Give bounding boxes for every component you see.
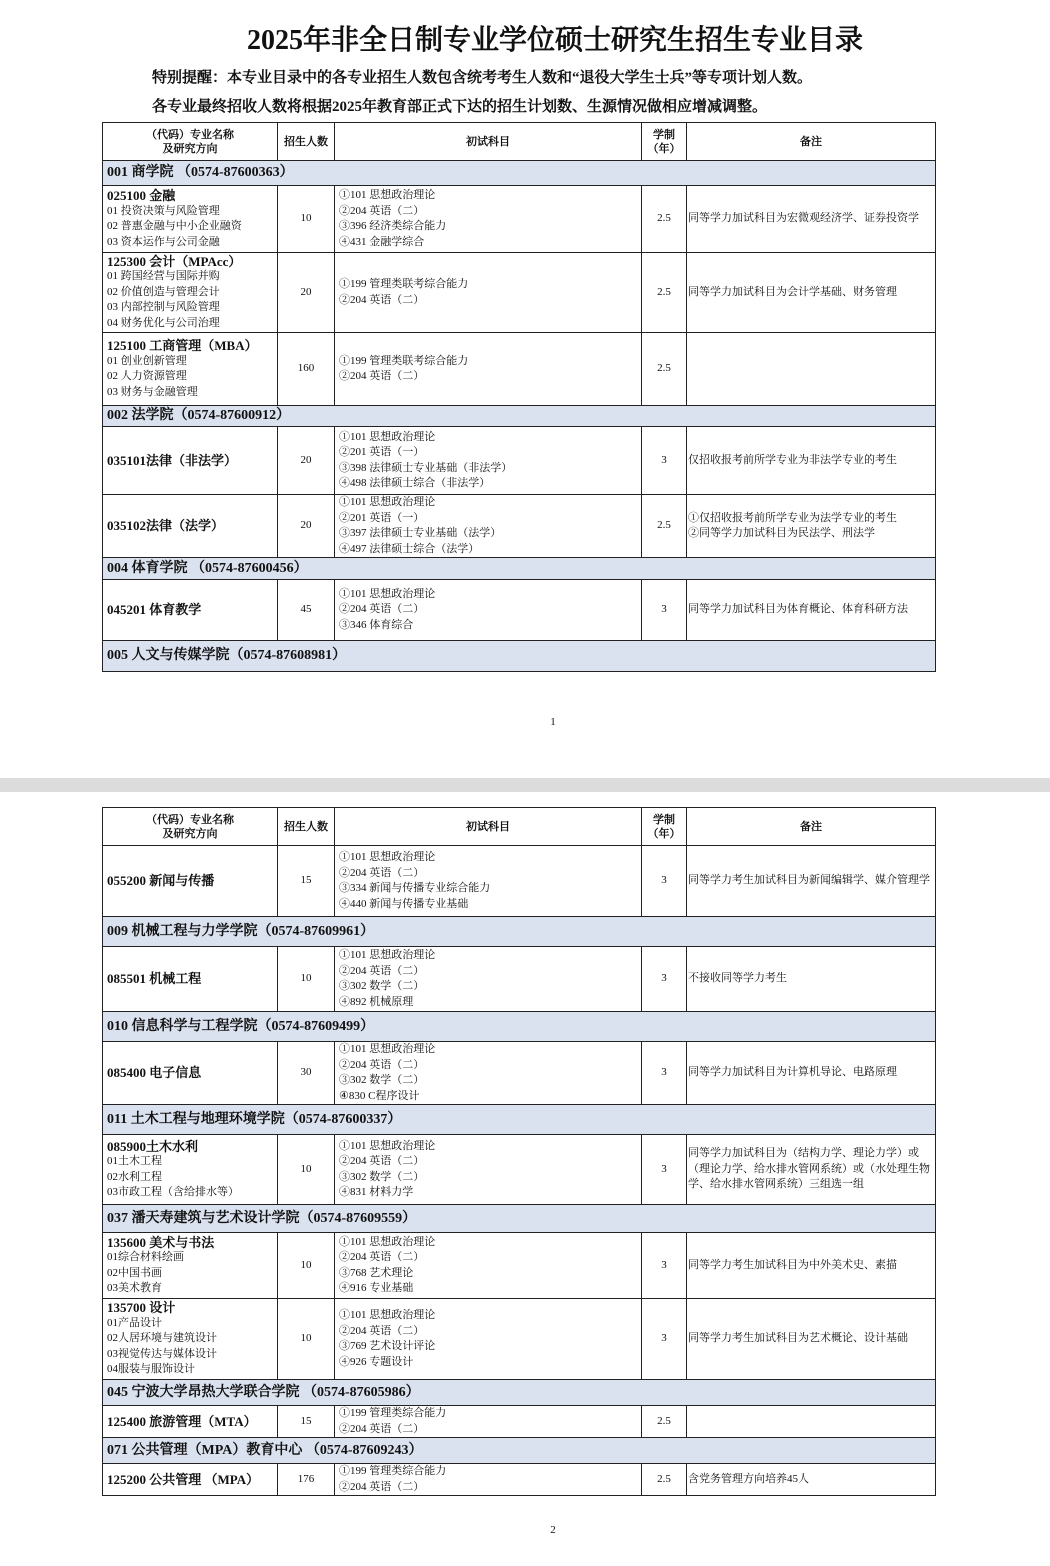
college-name: 037 潘天寿建筑与艺术设计学院（0574-87609559） <box>103 1205 936 1233</box>
page-number: 1 <box>550 716 556 728</box>
exam-subject: ④440 新闻与传播专业基础 <box>339 897 469 910</box>
college-section-row <box>103 917 936 947</box>
exam-subject: ①101 思想政治理论 <box>339 587 436 600</box>
research-direction: 01 跨国经营与国际并购 <box>107 270 220 283</box>
college-name: 071 公共管理（MPA）教育中心 （0574-87609243） <box>103 1438 936 1464</box>
exam-subjects <box>335 1464 642 1496</box>
major-cell <box>103 1233 278 1299</box>
table-header-row <box>103 808 936 846</box>
exam-subject: ①101 思想政治理论 <box>339 1139 436 1152</box>
exam-subjects <box>335 1135 642 1205</box>
major-code-name: 125300 会计（MPAcc） <box>107 253 242 269</box>
major-row <box>103 1464 936 1496</box>
exam-subject: ③346 体育综合 <box>339 618 414 631</box>
exam-subject: ①101 思想政治理论 <box>339 189 436 201</box>
research-direction: 02 人力资源管理 <box>107 370 187 382</box>
major-code-name: 045201 体育教学 <box>107 602 202 618</box>
enrollment-count: 30 <box>278 1042 335 1105</box>
research-direction: 03美术教育 <box>107 1282 162 1294</box>
study-years: 3 <box>642 846 687 917</box>
exam-subject: ②204 英语（二） <box>339 1422 425 1435</box>
major-row <box>103 253 936 333</box>
college-section-row <box>103 1438 936 1464</box>
college-name: 001 商学院 （0574-87600363） <box>103 161 936 186</box>
major-row <box>103 1299 936 1380</box>
college-name: 005 人文与传媒学院（0574-87608981） <box>103 641 936 672</box>
major-cell <box>103 427 278 495</box>
enrollment-count: 176 <box>278 1464 335 1496</box>
exam-subject: ②204 英语（二） <box>339 964 425 977</box>
college-section-row <box>103 558 936 580</box>
college-section-row <box>103 1105 936 1135</box>
major-code-name: 085900土木水利 <box>107 1138 199 1154</box>
major-code-name: 125100 工商管理（MBA） <box>107 338 258 353</box>
major-cell <box>103 333 278 406</box>
enrollment-count: 10 <box>278 1233 335 1299</box>
major-cell <box>103 253 278 333</box>
exam-subject: ③768 艺术理论 <box>339 1266 414 1279</box>
document-title: 2025年非全日制专业学位硕士研究生招生专业目录 <box>246 25 863 56</box>
notes: ①仅招收报考前所学专业为法学专业的考生 ②同等学力加试科目为民法学、刑法学 <box>687 495 936 558</box>
college-section-row <box>103 1380 936 1406</box>
exam-subjects <box>335 1299 642 1380</box>
exam-subject: ①101 思想政治理论 <box>339 1043 436 1055</box>
research-direction: 04 财务优化与公司治理 <box>107 316 220 329</box>
exam-subject: ③397 法律硕士专业基础（法学） <box>339 527 502 539</box>
research-direction: 01土木工程 <box>107 1155 162 1167</box>
notes: 同等学力考生加试科目为艺术概论、设计基础 <box>687 1299 936 1380</box>
catalog-table-page-2 <box>102 807 936 1496</box>
notes: 同等学力考生加试科目为新闻编辑学、媒介管理学 <box>687 846 936 917</box>
study-years: 3 <box>642 1042 687 1105</box>
major-cell <box>103 1042 278 1105</box>
major-cell <box>103 580 278 641</box>
major-cell <box>103 495 278 558</box>
notes <box>687 333 936 406</box>
research-direction: 03 财务与金融管理 <box>107 385 198 398</box>
major-row <box>103 1042 936 1105</box>
exam-subject: ①199 管理类综合能力 <box>339 1407 447 1419</box>
study-years: 2.5 <box>642 253 687 333</box>
college-section-row <box>103 1205 936 1233</box>
exam-subject: ②204 英语（二） <box>339 293 425 306</box>
notes: 同等学力加试科目为宏微观经济学、证券投资学 <box>687 186 936 253</box>
header-count: 招生人数 <box>278 808 335 846</box>
major-cell <box>103 1464 278 1496</box>
exam-subject: ③302 数学（二） <box>339 980 425 992</box>
enrollment-count: 10 <box>278 1135 335 1205</box>
major-code-name: 135700 设计 <box>107 1300 176 1316</box>
exam-subject: ①101 思想政治理论 <box>339 949 436 961</box>
notes: 仅招收报考前所学专业为非法学专业的考生 <box>687 427 936 495</box>
enrollment-count: 10 <box>278 186 335 253</box>
major-cell <box>103 846 278 917</box>
exam-subject: ①199 管理类联考综合能力 <box>339 354 469 367</box>
notice-line-1: 特别提醒：本专业目录中的各专业招生人数包含统考考生人数和“退役大学生士兵”等专项计划人数。 <box>152 70 813 86</box>
study-years: 3 <box>642 947 687 1012</box>
college-name: 010 信息科学与工程学院（0574-87609499） <box>103 1012 936 1042</box>
major-row <box>103 186 936 253</box>
notes: 不接收同等学力考生 <box>687 947 936 1012</box>
exam-subject: ③302 数学（二） <box>339 1170 425 1183</box>
exam-subject: ②201 英语（一） <box>339 446 425 458</box>
college-name: 002 法学院（0574-87600912） <box>103 406 936 427</box>
research-direction: 02中国书画 <box>107 1266 162 1279</box>
research-direction: 02 价值创造与管理会计 <box>107 285 220 298</box>
notes <box>687 1406 936 1438</box>
major-code-name: 085501 机械工程 <box>107 971 202 987</box>
major-cell <box>103 186 278 253</box>
major-code-name: 085400 电子信息 <box>107 1065 202 1081</box>
exam-subject: ④892 机械原理 <box>339 995 414 1008</box>
exam-subject: ④431 金融学综合 <box>339 235 425 248</box>
exam-subject: ③302 数学（二） <box>339 1074 425 1086</box>
header-notes: 备注 <box>687 123 936 161</box>
research-direction: 03市政工程（含给排水等） <box>107 1186 239 1198</box>
exam-subject: ①101 思想政治理论 <box>339 496 436 508</box>
college-section-row <box>103 161 936 186</box>
exam-subject: ②204 英语（二） <box>339 1324 425 1337</box>
exam-subjects <box>335 1042 642 1105</box>
exam-subject: ④830 C程序设计 <box>339 1089 420 1102</box>
college-name: 009 机械工程与力学学院（0574-87609961） <box>103 917 936 947</box>
enrollment-count: 45 <box>278 580 335 641</box>
exam-subjects <box>335 427 642 495</box>
exam-subject: ③769 艺术设计评论 <box>339 1340 436 1352</box>
header-years: 学制 （年） <box>642 808 687 846</box>
college-name: 004 体育学院 （0574-87600456） <box>103 558 936 580</box>
exam-subject: ③398 法律硕士专业基础（非法学） <box>339 461 513 474</box>
page-2 <box>0 792 1050 1566</box>
study-years: 3 <box>642 1135 687 1205</box>
header-subjects: 初试科目 <box>335 808 642 846</box>
exam-subject: ②204 英语（二） <box>339 1480 425 1493</box>
exam-subject: ①199 管理类综合能力 <box>339 1465 447 1477</box>
enrollment-count: 20 <box>278 253 335 333</box>
exam-subject: ③334 新闻与传播专业综合能力 <box>339 882 491 894</box>
major-row <box>103 1233 936 1299</box>
research-direction: 02水利工程 <box>107 1170 162 1183</box>
exam-subject: ②204 英语（二） <box>339 1251 425 1263</box>
header-notes: 备注 <box>687 808 936 846</box>
header-years: 学制 （年） <box>642 123 687 161</box>
exam-subject: ①199 管理类联考综合能力 <box>339 278 469 290</box>
header-name: （代码）专业名称 及研究方向 <box>103 808 278 846</box>
enrollment-count: 20 <box>278 427 335 495</box>
exam-subjects <box>335 253 642 333</box>
exam-subject: ②201 英语（一） <box>339 511 425 524</box>
page-number: 2 <box>550 1524 556 1536</box>
enrollment-count: 10 <box>278 947 335 1012</box>
research-direction: 01 创业创新管理 <box>107 354 187 367</box>
major-cell <box>103 947 278 1012</box>
major-row <box>103 495 936 558</box>
major-cell <box>103 1406 278 1438</box>
exam-subject: ①101 思想政治理论 <box>339 851 436 863</box>
exam-subject: ①101 思想政治理论 <box>339 430 436 443</box>
exam-subjects <box>335 1406 642 1438</box>
study-years: 3 <box>642 580 687 641</box>
exam-subject: ②204 英语（二） <box>339 866 425 879</box>
study-years: 3 <box>642 427 687 495</box>
exam-subject: ①101 思想政治理论 <box>339 1309 436 1321</box>
notes: 同等学力考生加试科目为中外美术史、素描 <box>687 1233 936 1299</box>
exam-subjects <box>335 495 642 558</box>
college-section-row <box>103 1012 936 1042</box>
exam-subject: ④831 材料力学 <box>339 1186 414 1198</box>
notes: 含党务管理方向培养45人 <box>687 1464 936 1496</box>
exam-subject: ④497 法律硕士综合（法学） <box>339 542 480 555</box>
exam-subjects <box>335 846 642 917</box>
enrollment-count: 20 <box>278 495 335 558</box>
table-header-row <box>103 123 936 161</box>
exam-subject: ②204 英语（二） <box>339 1058 425 1071</box>
notes: 同等学力加试科目为计算机导论、电路原理 <box>687 1042 936 1105</box>
college-section-row <box>103 641 936 672</box>
study-years: 3 <box>642 1299 687 1380</box>
exam-subject: ④498 法律硕士综合（非法学） <box>339 477 491 489</box>
study-years: 2.5 <box>642 1406 687 1438</box>
header-name: （代码）专业名称 及研究方向 <box>103 123 278 161</box>
major-row <box>103 1135 936 1205</box>
major-row <box>103 1406 936 1438</box>
exam-subjects <box>335 1233 642 1299</box>
exam-subject: ③396 经济类综合能力 <box>339 220 447 232</box>
major-cell <box>103 1299 278 1380</box>
study-years: 2.5 <box>642 333 687 406</box>
catalog-table-page-1 <box>102 122 936 672</box>
research-direction: 01 投资决策与风险管理 <box>107 204 220 217</box>
exam-subject: ④916 专业基础 <box>339 1282 414 1294</box>
research-direction: 01产品设计 <box>107 1316 162 1329</box>
exam-subjects <box>335 947 642 1012</box>
enrollment-count: 160 <box>278 333 335 406</box>
exam-subject: ②204 英语（二） <box>339 204 425 217</box>
major-code-name: 125400 旅游管理（MTA） <box>107 1413 257 1429</box>
major-code-name: 035102法律（法学） <box>107 518 225 534</box>
college-name: 011 土木工程与地理环境学院（0574-87600337） <box>103 1105 936 1135</box>
college-name: 045 宁波大学昂热大学联合学院 （0574-87605986） <box>103 1380 936 1406</box>
college-section-row <box>103 406 936 427</box>
exam-subject: ②204 英语（二） <box>339 1155 425 1167</box>
research-direction: 03 资本运作与公司金融 <box>107 235 220 248</box>
study-years: 2.5 <box>642 495 687 558</box>
research-direction: 02人居环境与建筑设计 <box>107 1332 217 1345</box>
notes: 同等学力加试科目为体育概论、体育科研方法 <box>687 580 936 641</box>
major-code-name: 135600 美术与书法 <box>107 1234 215 1250</box>
major-code-name: 125200 公共管理 （MPA） <box>107 1471 260 1487</box>
exam-subjects <box>335 186 642 253</box>
exam-subjects <box>335 333 642 406</box>
notes: 同等学力加试科目为（结构力学、理论力学）或（理论力学、给水排水管网系统）或（水处理生物学、给水排水管网系统）三组选一组 <box>687 1135 936 1205</box>
major-row <box>103 333 936 406</box>
notice-line-2: 各专业最终招收人数将根据2025年教育部正式下达的招生计划数、生源情况做相应增减调整。 <box>152 99 768 115</box>
enrollment-count: 15 <box>278 1406 335 1438</box>
research-direction: 04服装与服饰设计 <box>107 1363 195 1376</box>
enrollment-count: 10 <box>278 1299 335 1380</box>
study-years: 3 <box>642 1233 687 1299</box>
major-code-name: 055200 新闻与传播 <box>107 873 215 889</box>
exam-subject: ①101 思想政治理论 <box>339 1235 436 1248</box>
header-count: 招生人数 <box>278 123 335 161</box>
page-separator <box>0 778 1050 792</box>
major-code-name: 025100 金融 <box>107 188 176 203</box>
research-direction: 01综合材料绘画 <box>107 1251 184 1263</box>
major-cell <box>103 1135 278 1205</box>
major-row <box>103 947 936 1012</box>
research-direction: 03 内部控制与风险管理 <box>107 301 220 314</box>
major-row <box>103 846 936 917</box>
major-row <box>103 580 936 641</box>
exam-subjects <box>335 580 642 641</box>
exam-subject: ②204 英语（二） <box>339 370 425 382</box>
research-direction: 03视觉传达与媒体设计 <box>107 1347 217 1360</box>
major-code-name: 035101法律（非法学） <box>107 452 238 468</box>
exam-subject: ②204 英语（二） <box>339 603 425 616</box>
header-subjects: 初试科目 <box>335 123 642 161</box>
study-years: 2.5 <box>642 1464 687 1496</box>
study-years: 2.5 <box>642 186 687 253</box>
notes: 同等学力加试科目为会计学基础、财务管理 <box>687 253 936 333</box>
exam-subject: ④926 专题设计 <box>339 1355 414 1368</box>
page-1 <box>0 0 1050 778</box>
research-direction: 02 普惠金融与中小企业融资 <box>107 220 242 232</box>
major-row <box>103 427 936 495</box>
enrollment-count: 15 <box>278 846 335 917</box>
